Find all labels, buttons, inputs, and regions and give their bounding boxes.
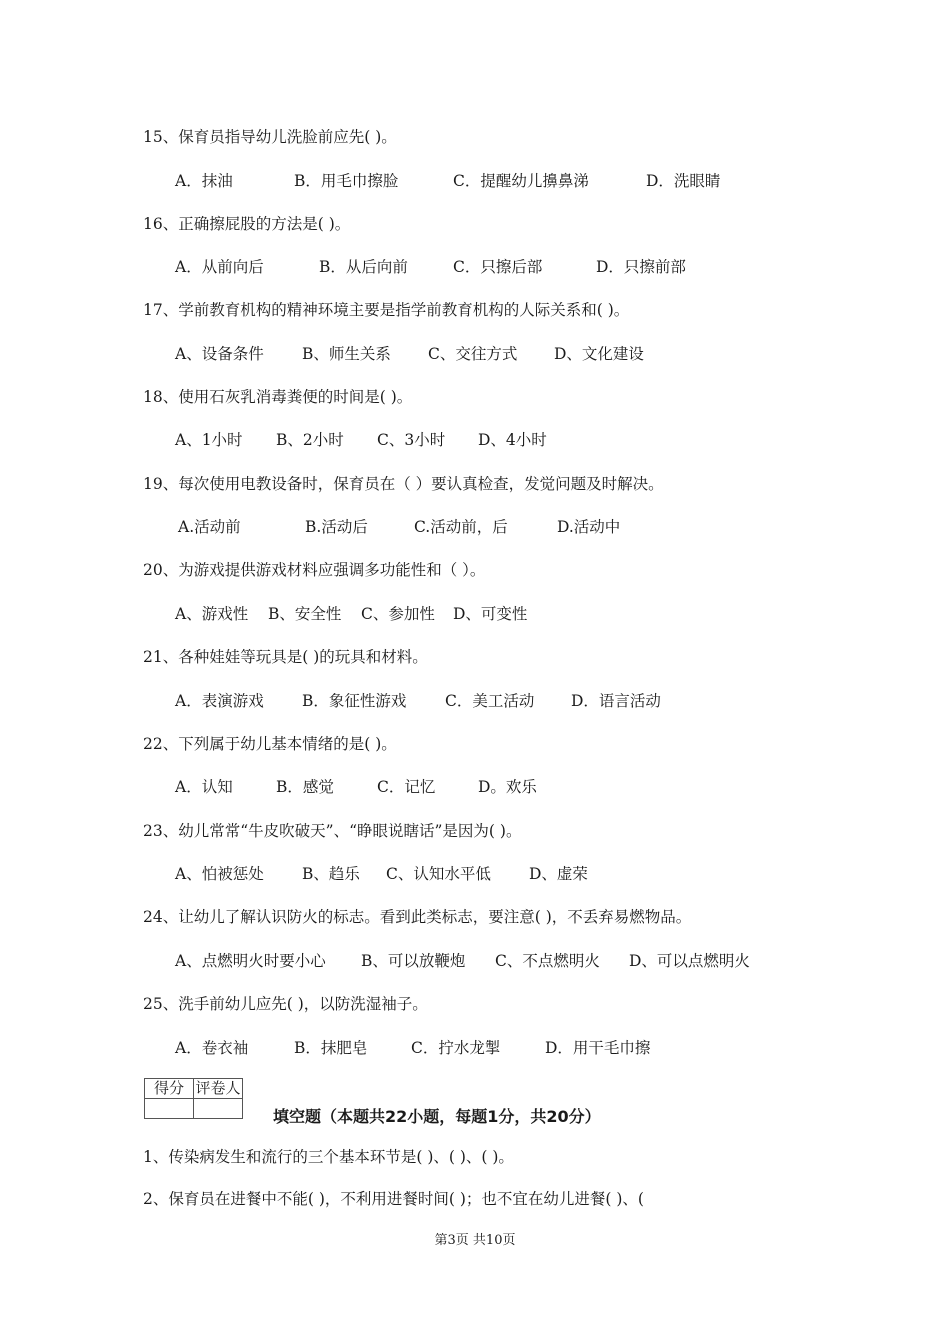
option-25-d: D．用干毛巾擦 [545,1039,651,1057]
option-25-b: B．抹肥皂 [294,1039,368,1057]
option-21-b: B．象征性游戏 [302,692,407,710]
option-18-c: C、3小时 [377,431,446,449]
question-19: 19、每次使用电教设备时，保育员在（ ）要认真检查，发觉问题及时解决。 [143,475,664,493]
option-18-d: D、4小时 [478,431,547,449]
option-20-d: D、可变性 [453,605,528,623]
fill-question-2: 2、保育员在进餐中不能( )，不利用进餐时间( )；也不宜在幼儿进餐( )、( [143,1190,644,1208]
option-23-d: D、虚荣 [529,865,588,883]
page-footer: 第3页 共10页 [434,1233,516,1248]
score-box [144,1078,243,1119]
score-label: 得分 [145,1079,194,1099]
option-21-a: A．表演游戏 [175,692,264,710]
question-20: 20、为游戏提供游戏材料应强调多功能性和（ ）。 [143,561,486,579]
option-15-a: A．抹油 [175,172,233,190]
option-17-a: A、设备条件 [175,345,264,363]
option-19-b: B.活动后 [305,518,368,536]
option-21-c: C．美工活动 [445,692,535,710]
question-22: 22、下列属于幼儿基本情绪的是( )。 [143,735,397,753]
option-18-b: B、2小时 [276,431,344,449]
option-25-c: C．拧水龙掣 [411,1039,501,1057]
option-19-d: D.活动中 [557,518,621,536]
option-24-d: D、可以点燃明火 [629,952,750,970]
option-17-c: C、交往方式 [428,345,518,363]
option-22-d: D。欢乐 [478,778,537,796]
option-22-c: C．记忆 [377,778,436,796]
option-22-b: B．感觉 [276,778,334,796]
option-22-a: A．认知 [175,778,233,796]
option-16-b: B．从后向前 [319,258,408,276]
reviewer-label: 评卷人 [195,1079,241,1097]
option-18-a: A、1小时 [175,431,243,449]
reviewer-cell [194,1099,243,1119]
option-15-c: C．提醒幼儿擤鼻涕 [453,172,589,190]
option-20-a: A、游戏性 [175,605,249,623]
option-23-c: C、认知水平低 [386,865,491,883]
option-24-a: A、点燃明火时要小心 [175,952,326,970]
option-17-b: B、师生关系 [302,345,391,363]
option-19-a: A.活动前 [178,518,241,536]
question-15: 15、保育员指导幼儿洗脸前应先( )。 [143,128,397,146]
question-17: 17、学前教育机构的精神环境主要是指学前教育机构的人际关系和( )。 [143,301,630,319]
score-cell [145,1099,194,1119]
option-16-d: D．只擦前部 [596,258,686,276]
option-24-b: B、可以放鞭炮 [361,952,466,970]
option-16-a: A．从前向后 [175,258,264,276]
section-title: 填空题（本题共22小题，每题1分，共20分） [273,1107,601,1126]
option-25-a: A．卷衣袖 [175,1039,249,1057]
option-15-b: B．用毛巾擦脸 [294,172,399,190]
fill-question-1: 1、传染病发生和流行的三个基本环节是( )、( )、( )。 [143,1148,514,1166]
question-25: 25、洗手前幼儿应先( )，以防洗湿袖子。 [143,995,428,1013]
question-21: 21、各种娃娃等玩具是( )的玩具和材料。 [143,648,428,666]
option-19-c: C.活动前，后 [414,518,508,536]
question-18: 18、使用石灰乳消毒粪便的时间是( )。 [143,388,413,406]
option-21-d: D．语言活动 [571,692,661,710]
option-15-d: D．洗眼睛 [646,172,721,190]
option-24-c: C、不点燃明火 [495,952,600,970]
option-23-a: A、怕被惩处 [175,865,264,883]
option-20-c: C、参加性 [361,605,435,623]
option-17-d: D、文化建设 [554,345,644,363]
question-24: 24、让幼儿了解认识防火的标志。看到此类标志，要注意( )，不丢弃易燃物品。 [143,908,692,926]
option-16-c: C．只擦后部 [453,258,543,276]
question-16: 16、正确擦屁股的方法是( )。 [143,215,351,233]
option-20-b: B、安全性 [268,605,342,623]
option-23-b: B、趋乐 [302,865,360,883]
question-23: 23、幼儿常常“牛皮吹破天”、“睁眼说瞎话”是因为( )。 [143,822,522,840]
